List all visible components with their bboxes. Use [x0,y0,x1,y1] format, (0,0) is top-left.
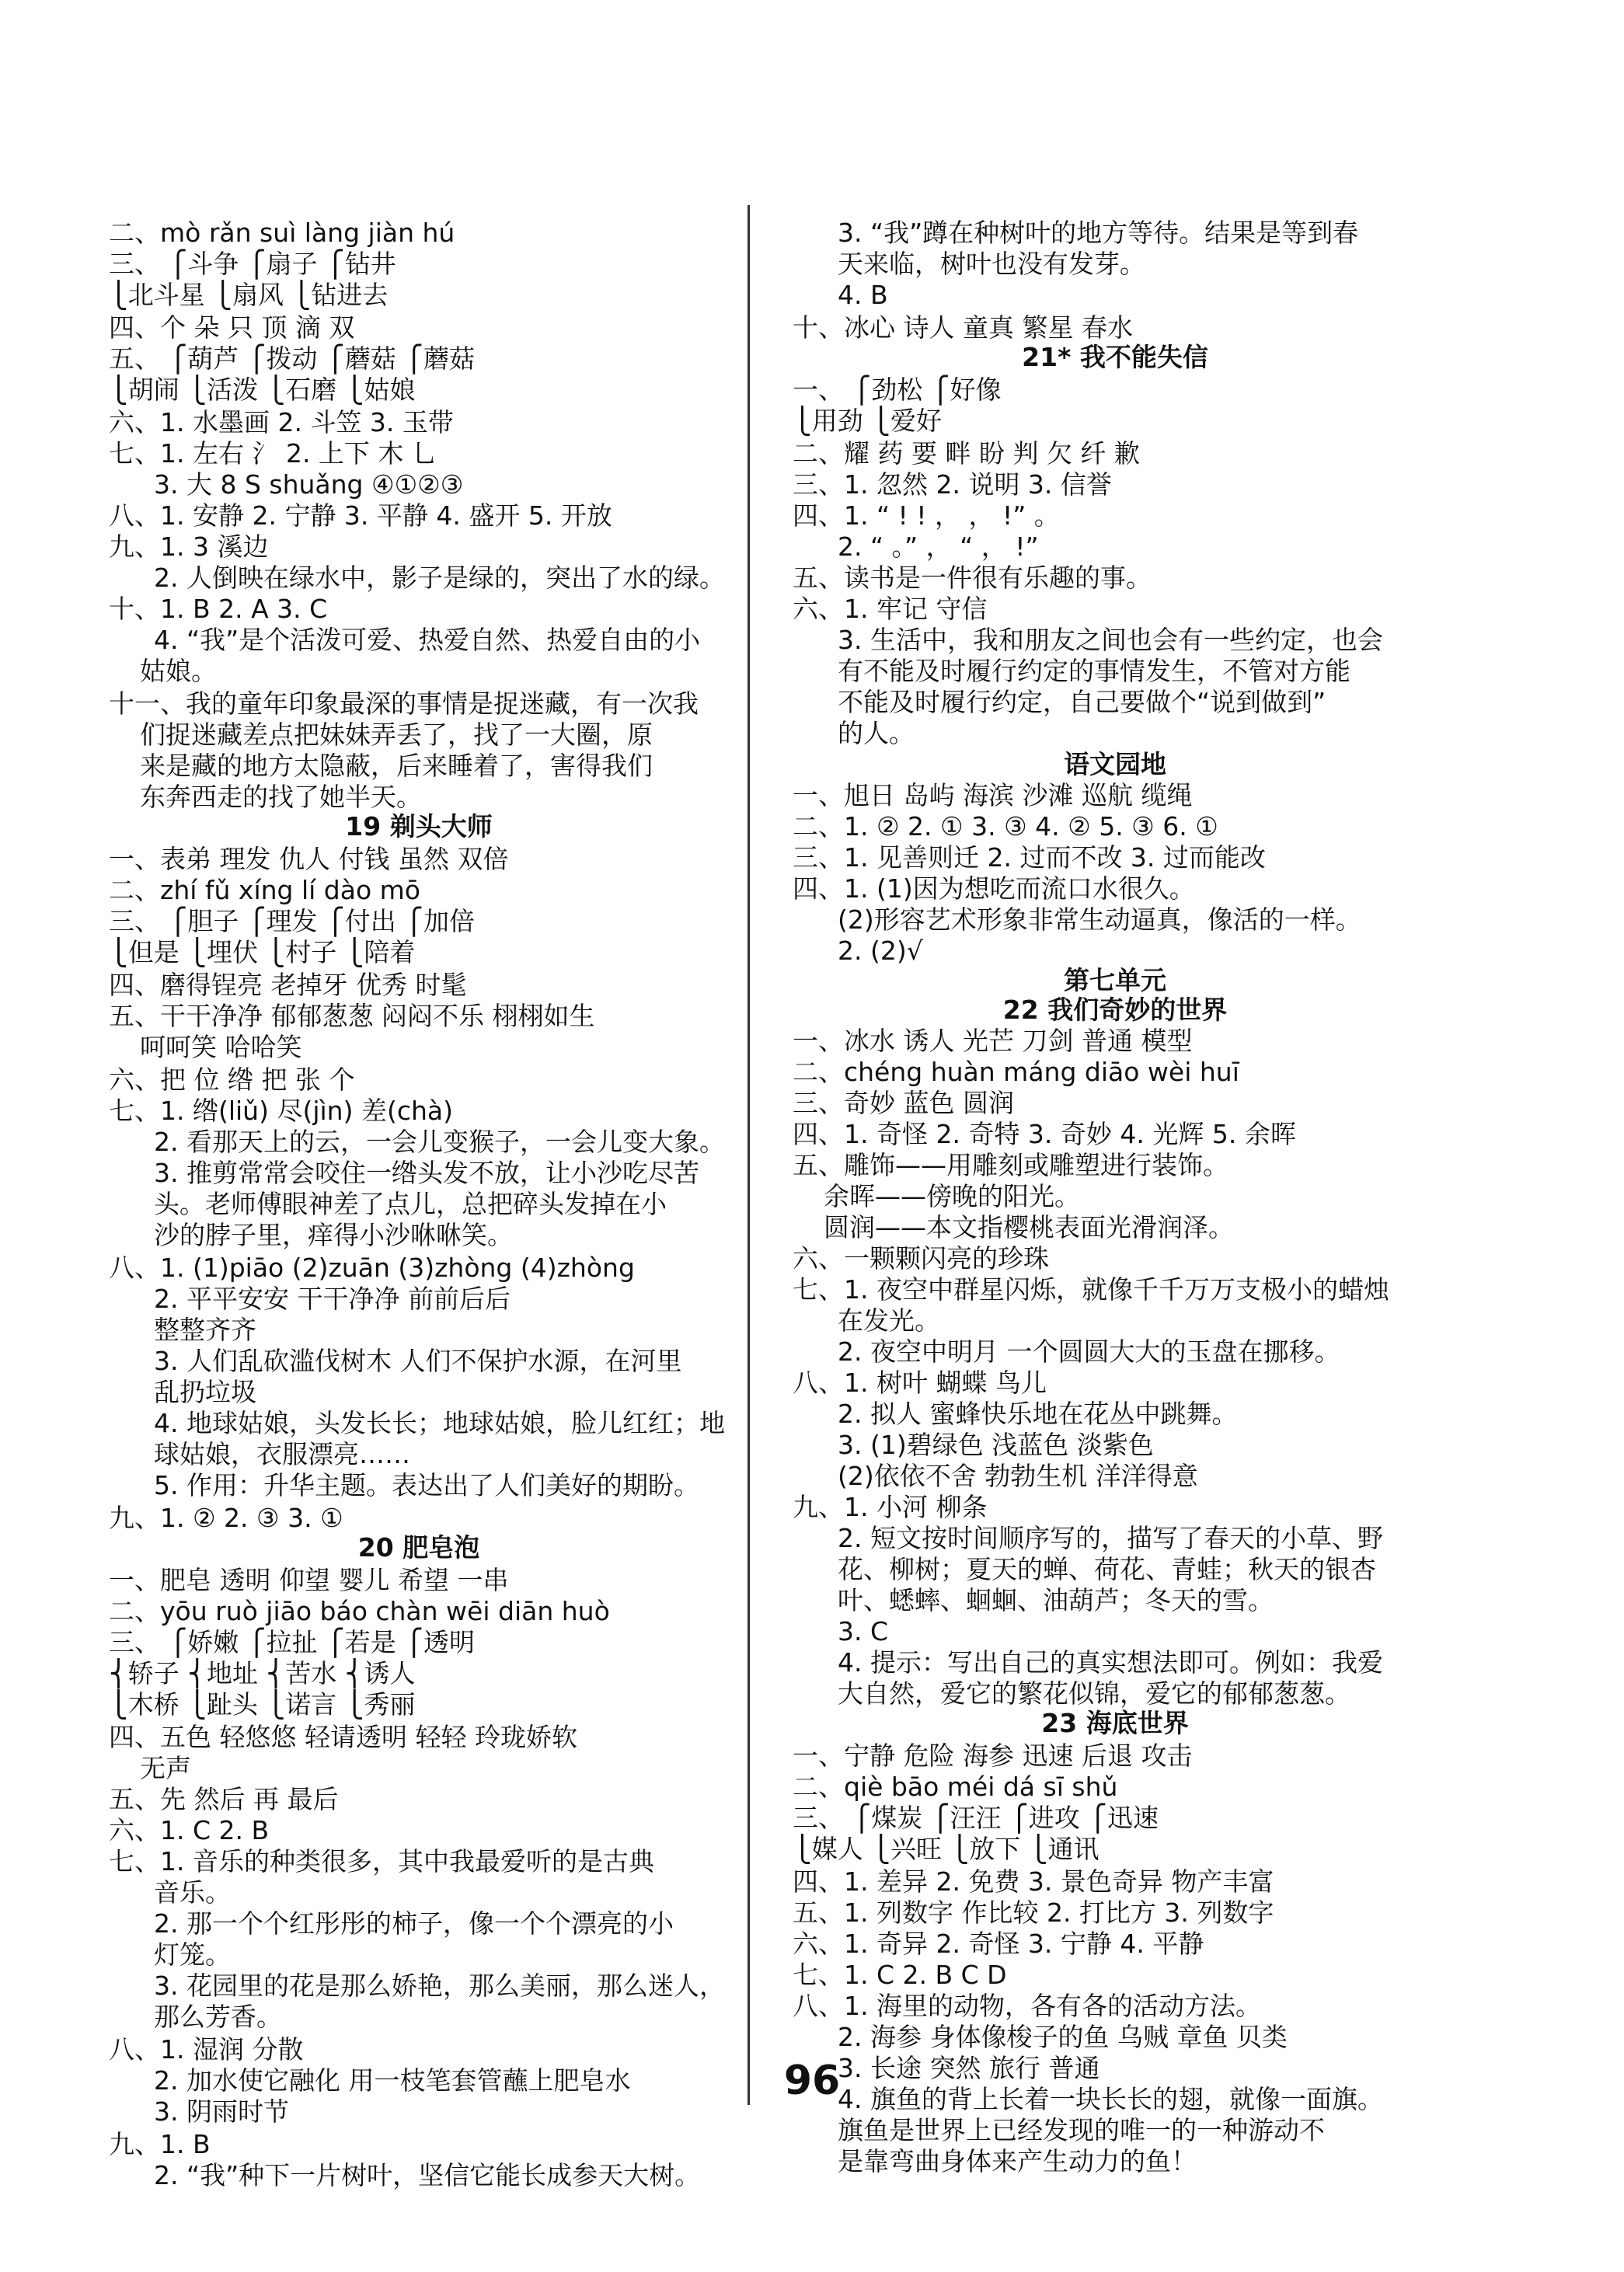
answer-line: 六、一颗颗闪亮的珍珠 [793,1243,1049,1274]
answer-line: 3. 推剪常常会咬住一绺头发不放，让小沙吃尽苦 [154,1158,699,1188]
answer-line: 天来临，树叶也没有发芽。 [838,249,1145,279]
answer-line: 不能及时履行约定，自己要做个“说到做到” [838,687,1326,717]
answer-line: 2. 那一个个红彤彤的柿子，像一个个漂亮的小 [154,1908,674,1939]
answer-line: 八、1. 安静 2. 宁静 3. 平静 4. 盛开 5. 开放 [109,500,612,531]
column-divider [748,205,750,2105]
answer-line: 3. 人们乱砍滥伐树木 人们不保护水源，在河里 [154,1346,682,1376]
answer-line: (2)依依不舍 勃勃生机 洋洋得意 [838,1461,1198,1491]
answer-line: 圆润——本文指樱桃表面光滑润泽。 [824,1212,1234,1242]
answer-line: 4. B [838,280,888,310]
answer-line: 呵呵笑 哈哈笑 [140,1032,302,1062]
answer-line: 4. “我”是个活泼可爱、热爱自然、热爱自由的小 [154,625,701,655]
answer-line: 八、1. (1)piāo (2)zuān (3)zhòng (4)zhòng [109,1253,635,1283]
answer-line: 一、旭日 岛屿 海滨 沙滩 巡航 缆绳 [793,780,1193,810]
answer-line: 二、chéng huàn máng diāo wèi huī [793,1057,1239,1087]
answer-line: 九、1. ② 2. ③ 3. ① [109,1503,343,1533]
answer-line: 余晖——傍晚的阳光。 [824,1181,1080,1211]
answer-line: 有不能及时履行约定的事情发生，不管对方能 [838,656,1350,686]
answer-line: 四、个 朵 只 顶 滴 双 [109,312,355,343]
answer-line: 3. 阴雨时节 [154,2096,289,2127]
answer-line: 来是藏的地方太隐蔽，后来睡着了，害得我们 [140,751,653,781]
answer-line: 旗鱼是世界上已经发现的唯一的一种游动不 [838,2115,1325,2145]
answer-line: 3. C [838,1616,889,1647]
section-heading: 20 肥皂泡 [357,1532,480,1563]
answer-line: 七、1. 夜空中群星闪烁，就像千千万万支极小的蜡烛 [793,1274,1389,1305]
section-heading: 22 我们奇妙的世界 [1002,995,1228,1025]
answer-line: (2)形容艺术形象非常生动逼真，像活的一样。 [838,904,1361,935]
answer-line: 五、读书是一件很有乐趣的事。 [793,563,1152,593]
answer-line: ⎩但是 ⎩埋伏 ⎩村子 ⎩陪着 [109,937,416,967]
answer-line: 沙的脖子里，痒得小沙咻咻笑。 [154,1220,513,1250]
answer-line: 五、 ⎧葫芦 ⎧拨动 ⎧蘑菇 ⎧蘑菇 [109,343,475,374]
section-heading: 语文园地 [1064,749,1166,779]
answer-line: 四、1. 差异 2. 免费 3. 景色奇异 物产丰富 [793,1866,1274,1897]
answer-line: 2. (2)√ [838,936,923,966]
answer-line: 3. (1)碧绿色 浅蓝色 淡紫色 [838,1430,1154,1460]
answer-line: 五、雕饰——用雕刻或雕塑进行装饰。 [793,1150,1228,1180]
answer-line: 三、奇妙 蓝色 圆润 [793,1088,1014,1118]
answer-line: 2. 短文按时间顺序写的，描写了春天的小草、野 [838,1523,1383,1553]
answer-line: 二、1. ② 2. ① 3. ③ 4. ② 5. ③ 6. ① [793,811,1218,842]
answer-line: 3. 生活中，我和朋友之间也会有一些约定，也会 [838,625,1383,655]
answer-line: 4. 地球姑娘，头发长长；地球姑娘，脸儿红红；地 [154,1408,725,1438]
answer-line: 2. “我”种下一片树叶，坚信它能长成参天大树。 [154,2160,701,2190]
answer-line: 2. 拟人 蜜蜂快乐地在花丛中跳舞。 [838,1399,1238,1429]
answer-line: 3. 花园里的花是那么娇艳，那么美丽，那么迷人， [154,1971,725,2001]
answer-line: 十一、我的童年印象最深的事情是捉迷藏，有一次我 [109,688,699,719]
answer-line: 姑娘。 [140,656,217,686]
answer-line: 九、1. B [109,2129,211,2159]
answer-line: 九、1. 3 溪边 [109,531,269,562]
answer-line: 十、1. B 2. A 3. C [109,594,328,624]
answer-line: 大自然，爱它的繁花似锦，爱它的郁郁葱葱。 [838,1678,1350,1709]
answer-line: 七、1. 音乐的种类很多，其中我最爱听的是古典 [109,1846,654,1876]
answer-line: 2. 海参 身体像梭子的鱼 乌贼 章鱼 贝类 [838,2022,1288,2052]
answer-line: 六、1. 牢记 守信 [793,594,988,624]
answer-line: 八、1. 树叶 蝴蝶 鸟儿 [793,1368,1047,1398]
answer-line: 头。老师傅眼神差了点儿，总把碎头发掉在小 [154,1189,667,1219]
answer-line: 那么芳香。 [154,2002,282,2032]
answer-line: 一、冰水 诱人 光芒 刀剑 普通 模型 [793,1026,1193,1056]
answer-line: 3. 大 8 S shuǎng ④①②③ [154,469,464,500]
answer-line: ⎩木桥 ⎩趾头 ⎩诺言 ⎩秀丽 [109,1689,416,1720]
answer-line: 五、1. 列数字 作比较 2. 打比方 3. 列数字 [793,1897,1274,1928]
answer-line: 三、 ⎧斗争 ⎧扇子 ⎧钻井 [109,249,396,279]
answer-line: ⎩胡闹 ⎩活泼 ⎩石磨 ⎩姑娘 [109,375,416,405]
answer-line: 六、1. C 2. B [109,1815,270,1845]
answer-line: 二、yōu ruò jiāo báo chàn wēi diān huò [109,1596,610,1626]
answer-line: 3. 长途 突然 旅行 普通 [838,2053,1100,2083]
answer-line: 2. 平平安安 干干净净 前前后后 [154,1284,511,1314]
answer-line: 叶、蟋蟀、蛔蛔、油葫芦；冬天的雪。 [838,1585,1274,1615]
answer-line: 2. 加水使它融化 用一枝笔套管蘸上肥皂水 [154,2065,631,2096]
answer-line: 三、 ⎧娇嫩 ⎧拉扯 ⎧若是 ⎧透明 [109,1627,475,1657]
section-heading: 第七单元 [1064,965,1166,995]
answer-line: 一、肥皂 透明 仰望 婴儿 希望 一串 [109,1565,509,1595]
answer-line: 一、 ⎧劲松 ⎧好像 [793,375,1002,405]
answer-line: 六、1. 水墨画 2. 斗笠 3. 玉带 [109,407,454,437]
answer-line: 音乐。 [154,1877,231,1908]
answer-line: 五、干干净净 郁郁葱葱 闷闷不乐 栩栩如生 [109,1001,595,1031]
answer-line: 花、柳树；夏天的蝉、荷花、青蛙；秋天的银杏 [838,1554,1376,1584]
answer-line: 球姑娘，衣服漂亮…… [154,1439,410,1469]
section-heading: 19 剃头大师 [345,811,493,842]
answer-line: 七、1. 绺(liǔ) 尽(jìn) 差(chà) [109,1096,453,1126]
answer-line: 是靠弯曲身体来产生动力的鱼！ [838,2146,1197,2176]
answer-line: 三、 ⎧煤炭 ⎧汪汪 ⎧进攻 ⎧迅速 [793,1803,1159,1833]
answer-line: 六、1. 奇异 2. 奇怪 3. 宁静 4. 平静 [793,1929,1204,1959]
answer-line: 二、zhí fǔ xíng lí dào mō [109,875,420,905]
answer-line: 八、1. 海里的动物，各有各的活动方法。 [793,1991,1261,2021]
answer-line: 四、五色 轻悠悠 轻请透明 轻轻 玲珑娇软 [109,1722,577,1752]
answer-line: 无声 [140,1753,191,1783]
answer-line: 们捉迷藏差点把妹妹弄丢了，找了一大圈，原 [140,720,653,750]
answer-line: 在发光。 [838,1305,940,1336]
answer-line: 四、磨得锃亮 老掉牙 优秀 时髦 [109,970,467,1000]
answer-line: 三、1. 见善则迁 2. 过而不改 3. 过而能改 [793,842,1266,873]
answer-line: 4. 提示：写出自己的真实想法即可。例如：我爱 [838,1647,1383,1678]
answer-line: 二、qiè bāo méi dá sī shǔ [793,1772,1118,1802]
answer-line: 十、冰心 诗人 童真 繁星 春水 [793,312,1133,343]
answer-line: 4. 旗鱼的背上长着一块长长的翅，就像一面旗。 [838,2084,1383,2114]
answer-line: 六、把 位 绺 把 张 个 [109,1065,355,1095]
answer-line: 九、1. 小河 柳条 [793,1492,988,1522]
answer-line: 八、1. 湿润 分散 [109,2034,304,2065]
answer-line: 四、1. 奇怪 2. 奇特 3. 奇妙 4. 光辉 5. 余晖 [793,1119,1296,1149]
answer-line: 灯笼。 [154,1939,231,1970]
answer-line: 的人。 [838,718,915,748]
page-number: 96 [783,2058,841,2104]
answer-line: 2. “ 。” ， “ ， !” [838,531,1039,562]
answer-line: 四、1. (1)因为想吃而流口水很久。 [793,873,1195,904]
section-heading: 23 海底世界 [1041,1708,1189,1738]
answer-line: 乱扔垃圾 [154,1377,256,1407]
answer-line: ⎩用劲 ⎩爱好 [793,406,942,436]
answer-line: 二、耀 药 要 畔 盼 判 欠 纤 歉 [793,438,1140,469]
answer-line: 二、mò rǎn suì làng jiàn hú [109,218,455,248]
answer-line: 2. 夜空中明月 一个圆圆大大的玉盘在挪移。 [838,1336,1340,1367]
section-heading: 21* 我不能失信 [1022,342,1208,372]
answer-line: 七、1. 左右 氵 2. 上下 木 乚 [109,438,437,469]
answer-line: 2. 看那天上的云，一会儿变猴子，一会儿变大象。 [154,1127,725,1157]
answer-line: 七、1. C 2. B C D [793,1960,1007,1990]
answer-line: ⎩北斗星 ⎩扇风 ⎩钻进去 [109,280,389,310]
answer-line: 3. “我”蹲在种树叶的地方等待。结果是等到春 [838,218,1359,248]
answer-line: 整整齐齐 [154,1315,256,1345]
answer-line: ⎨轿子 ⎨地址 ⎨苦水 ⎨诱人 [109,1658,416,1688]
answer-line: 东奔西走的找了她半天。 [140,782,422,812]
answer-line: 三、1. 忽然 2. 说明 3. 信誉 [793,469,1112,500]
answer-line: 三、 ⎧胆子 ⎧理发 ⎧付出 ⎧加倍 [109,906,475,936]
answer-line: 2. 人倒映在绿水中，影子是绿的，突出了水的绿。 [154,563,725,593]
answer-line: ⎩媒人 ⎩兴旺 ⎩放下 ⎩通讯 [793,1834,1100,1864]
answer-line: 一、表弟 理发 仇人 付钱 虽然 双倍 [109,844,509,874]
answer-line: 五、先 然后 再 最后 [109,1784,339,1814]
answer-line: 5. 作用：升华主题。表达出了人们美好的期盼。 [154,1470,699,1500]
answer-line: 一、宁静 危险 海参 迅速 后退 攻击 [793,1741,1193,1771]
answer-line: 四、1. “ ! ! ， ， !” 。 [793,500,1060,531]
